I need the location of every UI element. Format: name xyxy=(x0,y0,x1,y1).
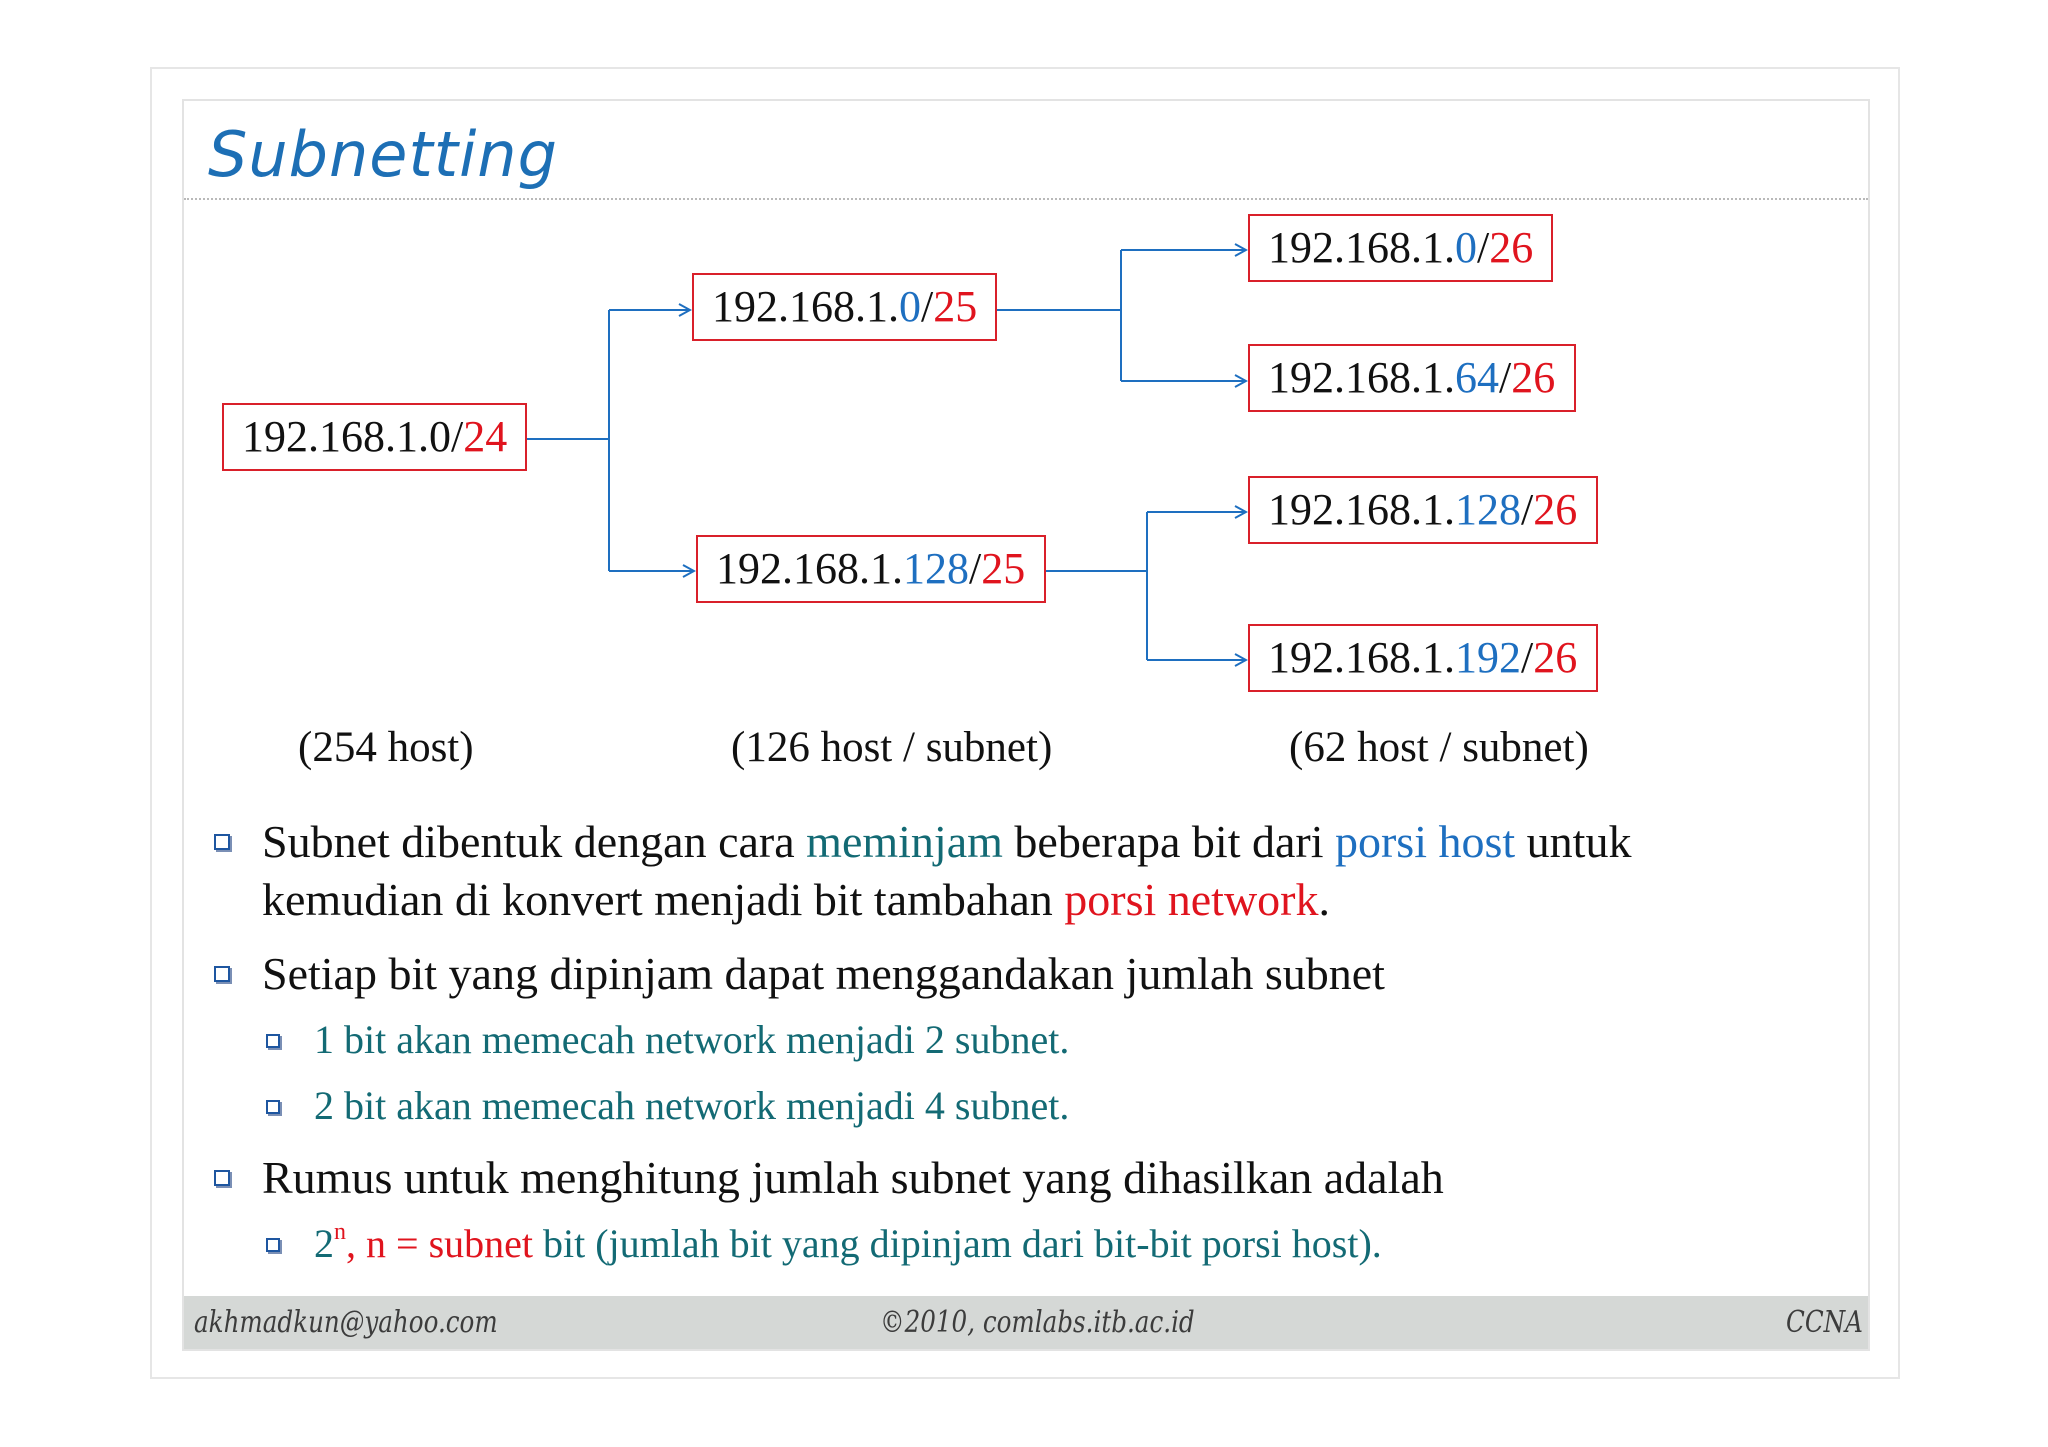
sub-bullet-2-1: 1 bit akan memecah network menjadi 2 subnet. xyxy=(314,1017,1070,1062)
subnet-box-root xyxy=(222,403,527,471)
net-part: 192.168.1. xyxy=(712,282,899,331)
bullet-1-highlight-host: porsi host xyxy=(1334,816,1516,867)
footer-copyright: ©2010, comlabs.itb.ac.id xyxy=(880,1305,1195,1340)
subnet-box-l2-d: 192.168.1.192/26 xyxy=(1248,624,1598,692)
host-part: 64 xyxy=(1455,353,1499,402)
mask-part: 26 xyxy=(1489,223,1534,272)
net-part: 192.168.1.0/ xyxy=(242,412,464,461)
bullet-1-text: kemudian di konvert menjadi bit tambahan xyxy=(262,874,1065,925)
footer-email: akhmadkun@yahoo.com xyxy=(194,1305,498,1340)
sub-bullet-square-icon xyxy=(266,1238,280,1252)
net-part: 192.168.1. xyxy=(1268,485,1455,534)
slide-title: Subnetting xyxy=(208,118,558,191)
formula-explanation: bit (jumlah bit yang dipinjam dari bit-bit porsi host). xyxy=(533,1221,1382,1266)
subnet-box-l2-c: 192.168.1.128/26 xyxy=(1248,476,1598,544)
subnet-box-l1-a: 192.168.1.0/25 xyxy=(692,273,997,341)
formula-base: 2 xyxy=(314,1221,334,1266)
host-label-l1: (126 host / subnet) xyxy=(731,724,1053,771)
host-label-l2: (62 host / subnet) xyxy=(1289,724,1589,771)
sub-bullet-3-1 xyxy=(314,1218,1382,1270)
sub-bullet-square-icon xyxy=(266,1034,280,1048)
connector-l1-b xyxy=(1045,512,1147,660)
bullet-1 xyxy=(262,812,1631,872)
footer-course: CCNA xyxy=(1786,1305,1863,1340)
net-part: 192.168.1. xyxy=(1268,353,1455,402)
net-part: 192.168.1. xyxy=(1268,223,1455,272)
connector-root xyxy=(525,310,609,571)
mask-part: 24 xyxy=(463,412,508,461)
host-part: 0 xyxy=(1455,223,1477,272)
sub-bullet-2-2: 2 bit akan memecah network menjadi 4 subnet. xyxy=(314,1083,1070,1128)
host-part: 128 xyxy=(1455,485,1521,534)
host-part: 192 xyxy=(1455,633,1521,682)
bullet-3: Rumus untuk menghitung jumlah subnet yang dihasilkan adalah xyxy=(262,1152,1444,1203)
connector-l1-a xyxy=(996,250,1121,381)
sub-bullet-square-icon xyxy=(266,1100,280,1114)
mask-part: 26 xyxy=(1533,485,1578,534)
net-part: 192.168.1. xyxy=(1268,633,1455,682)
host-part: 128 xyxy=(903,544,969,593)
formula-exponent: n xyxy=(334,1219,346,1245)
mask-part: 25 xyxy=(981,544,1026,593)
bullet-1-highlight-borrow: meminjam xyxy=(806,816,1003,867)
bullet-1-text: untuk xyxy=(1515,816,1632,867)
bullet-1-highlight-network: porsi network xyxy=(1064,874,1319,925)
mask-part: 26 xyxy=(1533,633,1578,682)
bullet-square-icon xyxy=(214,966,230,982)
bullet-2: Setiap bit yang dipinjam dapat menggandakan jumlah subnet xyxy=(262,948,1385,999)
bullet-1-text: Subnet dibentuk dengan cara xyxy=(262,816,807,867)
subnet-box-l1-b: 192.168.1.128/25 xyxy=(696,535,1046,603)
net-part: 192.168.1. xyxy=(716,544,903,593)
mask-part: 25 xyxy=(933,282,978,331)
bullet-1-line-2 xyxy=(262,870,1330,930)
subnet-box-l2-b: 192.168.1.64/26 xyxy=(1248,344,1576,412)
formula-text: , n = xyxy=(346,1221,429,1266)
formula-subnet: subnet xyxy=(428,1221,533,1266)
bullet-square-icon xyxy=(214,1170,230,1186)
host-part: 0 xyxy=(899,282,921,331)
bullet-1-text: beberapa bit dari xyxy=(1002,816,1335,867)
host-label-root: (254 host) xyxy=(298,724,474,771)
subnet-box-l2-a: 192.168.1.0/26 xyxy=(1248,214,1553,282)
bullet-1-text: . xyxy=(1318,874,1330,925)
bullet-square-icon xyxy=(214,834,230,850)
mask-part: 26 xyxy=(1511,353,1556,402)
